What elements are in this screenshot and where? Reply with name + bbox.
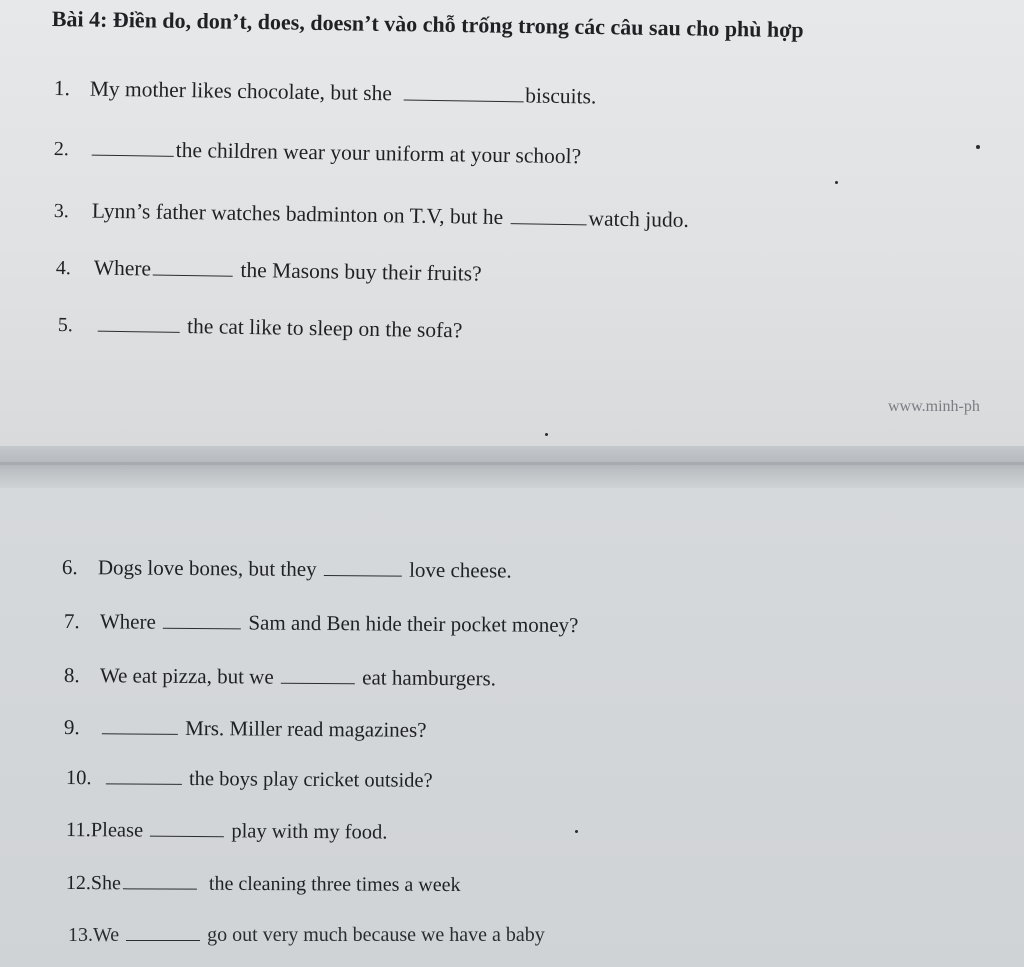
question-text-before: Where	[99, 609, 156, 634]
question-number: 9.	[63, 715, 80, 740]
question-text-before: We	[93, 924, 120, 946]
question-11	[66, 819, 388, 845]
question-text-before: She	[90, 872, 121, 895]
question-text-before: My mother likes chocolate, but she	[89, 76, 393, 106]
question-text-after: Sam and Ben hide their pocket money?	[248, 610, 579, 638]
question-text-after: the cleaning three times a week	[208, 872, 461, 897]
answer-blank[interactable]	[126, 939, 200, 941]
answer-blank[interactable]	[102, 732, 178, 735]
question-8	[64, 663, 496, 691]
question-text-after: the cat like to sleep on the sofa?	[186, 314, 463, 343]
question-number: 4.	[55, 256, 71, 280]
question-13	[68, 924, 545, 947]
paper-speck	[575, 830, 578, 833]
question-number: 10.	[65, 767, 92, 790]
question-number: 7.	[63, 609, 80, 634]
exercise-title: Bài 4: Điền do, don’t, does, doesn’t vào chỗ trống trong các câu sau cho phù hợp	[51, 6, 804, 43]
question-text-after: the Masons buy their fruits?	[240, 257, 482, 286]
question-text-after: Mrs. Miller read magazines?	[185, 715, 427, 742]
answer-blank[interactable]	[163, 627, 241, 630]
question-number: 1.	[53, 76, 71, 101]
watermark-url: www.minh-ph	[888, 398, 980, 415]
question-number: 3.	[53, 199, 69, 223]
answer-blank[interactable]	[153, 274, 233, 277]
question-10	[66, 767, 433, 793]
answer-blank[interactable]	[92, 154, 174, 157]
answer-blank[interactable]	[150, 835, 224, 838]
answer-blank[interactable]	[324, 574, 402, 577]
question-12	[66, 872, 461, 897]
question-text-before: We eat pizza, but we	[99, 663, 274, 689]
question-9	[64, 715, 427, 743]
question-number: 13.	[68, 924, 93, 946]
question-number: 5.	[57, 313, 73, 337]
question-text-after: watch judo.	[588, 206, 690, 232]
question-text-before: Please	[90, 819, 144, 842]
question-text-after: go out very much because we have a baby	[207, 924, 545, 946]
answer-blank[interactable]	[98, 330, 180, 333]
question-number: 11.	[65, 819, 91, 842]
page-fold-shadow	[0, 446, 1024, 488]
question-text-after: the children wear your uniform at your school?	[175, 137, 582, 169]
question-text-after: eat hamburgers.	[362, 665, 497, 691]
paper-speck	[835, 181, 838, 184]
answer-blank[interactable]	[106, 782, 182, 785]
question-text-before: Lynn’s father watches badminton on T.V, but he	[91, 198, 504, 230]
answer-blank[interactable]	[281, 682, 355, 685]
question-text-after: play with my food.	[231, 820, 388, 844]
page-divider	[0, 462, 1024, 465]
paper-speck	[545, 433, 548, 436]
question-text-before: Dogs love bones, but they	[97, 555, 317, 581]
question-text-after: the boys play cricket outside?	[188, 767, 433, 792]
question-text-before: Where	[93, 255, 152, 281]
question-6	[62, 555, 512, 584]
answer-blank[interactable]	[510, 222, 586, 225]
question-number: 12.	[65, 872, 91, 895]
question-number: 6.	[61, 555, 78, 580]
question-number: 2.	[53, 137, 69, 161]
question-number: 8.	[63, 663, 80, 688]
question-7	[64, 609, 579, 638]
answer-blank[interactable]	[403, 98, 523, 102]
paper-speck	[976, 145, 980, 149]
question-text-after: love cheese.	[409, 557, 512, 583]
question-text-after: biscuits.	[525, 83, 597, 109]
answer-blank[interactable]	[123, 887, 197, 889]
